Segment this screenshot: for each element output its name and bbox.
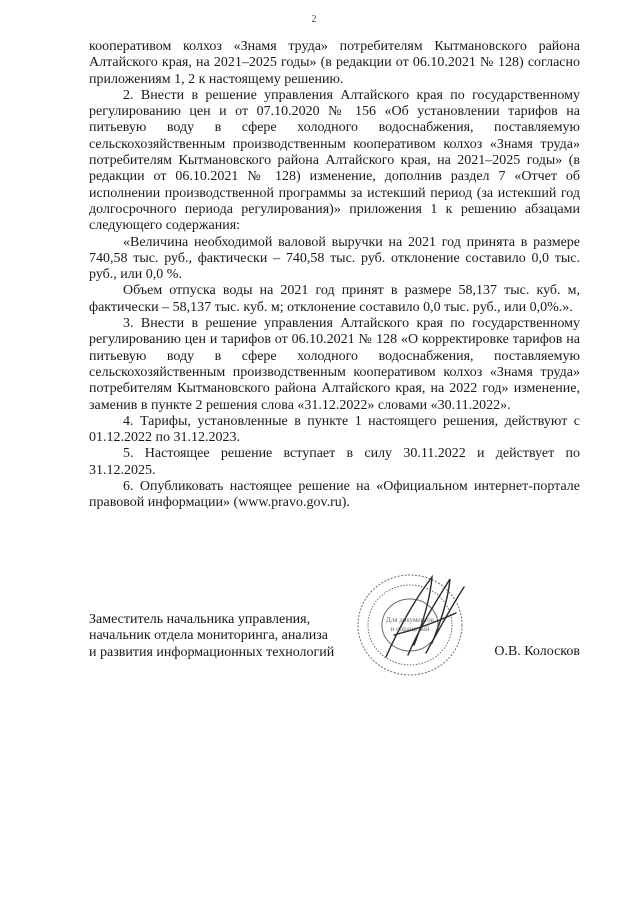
paragraph-item-5: 5. Настоящее решение вступает в силу 30.11.2022 и действует по 31.12.2025. [89, 446, 580, 478]
document-body [89, 39, 580, 512]
signer-name: О.В. Колосков [494, 644, 580, 659]
paragraph-quote-volume: Объем отпуска воды на 2021 год принят в размере 58,137 тыс. куб. м, фактически – 58,137 тыс. куб. м; отклонение составило 0,0 тыс. руб., или 0,0%.». [89, 283, 580, 315]
signer-position-line: Заместитель начальника управления, [89, 612, 311, 627]
svg-text:Для документов: Для документов [385, 616, 435, 624]
signature-block [89, 612, 580, 672]
paragraph-quote-revenue: «Величина необходимой валовой выручки на 2021 год принята в размере 740,58 тыс. руб., фактически – 740,58 тыс. руб. отклонение составило 0,0 тыс. руб., или 0,0 %. [89, 234, 580, 283]
paragraph-item-4: 4. Тарифы, установленные в пункте 1 настоящего решения, действуют с 01.12.2022 по 31.12.2023. [89, 413, 580, 446]
svg-text:и обращений: и обращений [390, 625, 430, 633]
paragraph-item-3: 3. Внести в решение управления Алтайского края по государственному регулированию цен и тарифов от 06.10.2021 № 128 «О корректировке тарифов на питьевую воду в сфере холодного водоснабжения, поставляемую сельскохозяйственным производственным кооперативом колхоз «Знамя труда» потребителям Кытмановского района Алтайского края, на 2022 год» изменение, заменив в пункте 2 решения слова «31.12.2022» словами «30.11.2022». [89, 316, 580, 413]
page-number: 2 [311, 14, 317, 25]
signer-position-line: начальник отдела мониторинга, анализа [89, 628, 328, 644]
signer-position-line: и развития информационных технологий [89, 644, 335, 660]
paragraph-item-6: 6. Опубликовать настоящее решение на «Официальном интернет-портале правовой информации» (www.pravo.gov.ru). [89, 479, 580, 511]
signer-position [89, 612, 379, 661]
paragraph-item-2: 2. Внести в решение управления Алтайского края по государственному регулированию цен и от 07.10.2020 № 156 «Об установлении тарифов на питьевую воду в сфере холодного водоснабжения, поставляемую сельскохозяйственным производственным кооперативом колхоз «Знамя труда» потребителям Кытмановского района Алтайского края, на 2021–2025 годы» (в редакции от 06.10.2021 № 128) изменение, дополнив раздел 7 «Отчет об исполнении производственной программы за истекший период (за истекший год долгосрочного периода регулирования)» приложения 1 к решению абзацами следующего содержания: [89, 87, 580, 234]
paragraph-continuation: кооперативом колхоз «Знамя труда» потребителям Кытмановского района Алтайского края, на 2021–2025 годы» (в редакции от 06.10.2021 № 128) согласно приложениям 1, 2 к настоящему решению. [89, 39, 580, 87]
